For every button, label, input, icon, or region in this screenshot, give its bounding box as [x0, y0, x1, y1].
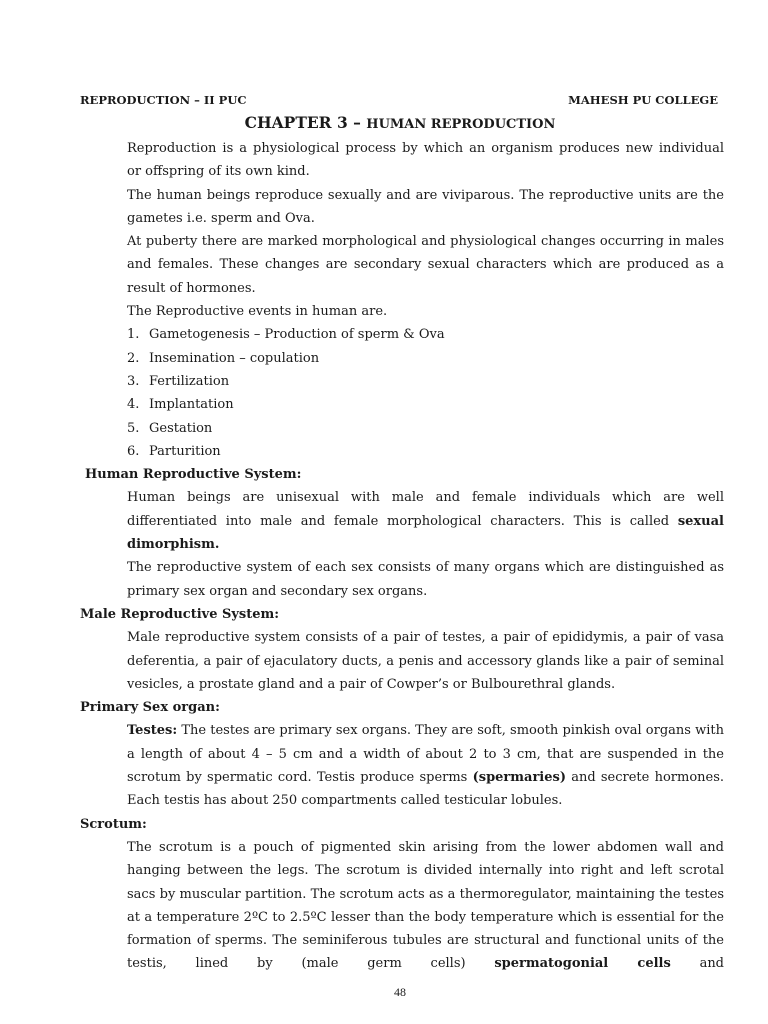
- sexual-dimorphism-term: sexual dimorphism.: [127, 513, 724, 553]
- primary-organ-heading: Primary Sex organ:: [80, 700, 220, 716]
- page-number: 48: [394, 985, 406, 999]
- list-item: 5. Gestation: [127, 420, 213, 436]
- intro-paragraph-1-line-1: Reproduction is a physiological process by which an organism produces new individual: [127, 141, 724, 156]
- scrotum-paragraph: The scrotum is a pouch of pigmented skin arising from the lower abdomen wall and hanging between the legs. The scrotum is divided internally into right and left scrotal sacs by muscular partition. The scrotum acts as a thermoregulator, maintaining the testes at a temperature 2ºC to 2.5ºC lesser than the body temperature which is essential for the formation of sperms. The seminiferous tubules are structural and functional units of the testis, lined by (male germ cells) spermatogonial cells and: [127, 839, 725, 972]
- list-item: 1. Gametogenesis – Production of sperm & Ova: [127, 327, 445, 343]
- intro-paragraph-1-line-2: or offspring of its own kind.: [127, 164, 310, 180]
- intro-paragraph-4: The Reproductive events in human are.: [127, 304, 388, 320]
- list-item: 4. Implantation: [127, 397, 234, 413]
- intro-paragraph-3: At puberty there are marked morphological and physiological changes occurring in males and females. These changes are secondary sexual characters which are produced as a result of hormones.: [127, 234, 724, 296]
- header-left: REPRODUCTION – II PUC: [80, 93, 247, 107]
- human-system-paragraph-2: The reproductive system of each sex consists of many organs which are distinguished as primary sex organ and secondary sex organs.: [127, 560, 724, 599]
- testes-paragraph: Testes: The testes are primary sex organs. They are soft, smooth pinkish oval organs with a length of about 4 – 5 cm and a width of about 2 to 3 cm, that are suspended in the scrotum by spermatic cord. Testis produce sperms (spermaries) and secrete hormones. Each testis has about 250 compartments called testicular lobules.: [127, 723, 725, 809]
- running-header: [80, 93, 718, 107]
- chapter-name: HUMAN REPRODUCTION: [366, 117, 556, 132]
- scrotum-heading: Scrotum:: [80, 816, 147, 832]
- list-item: 2. Insemination – copulation: [127, 350, 320, 366]
- list-item: 6. Parturition: [127, 443, 221, 459]
- male-system-paragraph: Male reproductive system consists of a pair of testes, a pair of epididymis, a pair of vasa deferentia, a pair of ejaculatory ducts, a penis and accessory glands like a pair of seminal vesicles, a prostate gland and a pair of Cowper’s or Bulbourethral glands.: [127, 630, 724, 692]
- human-system-heading: Human Reproductive System:: [85, 467, 302, 483]
- male-system-heading: Male Reproductive System:: [80, 606, 280, 622]
- spermaries-term: (spermaries): [472, 770, 566, 786]
- spermatogonial-cells-term: spermatogonial cells: [494, 956, 671, 972]
- header-right: MAHESH PU COLLEGE: [568, 93, 718, 107]
- reproductive-events-list: [80, 323, 724, 463]
- human-system-paragraph-1: Human beings are unisexual with male and female individuals which are well differentiated into male and female morphological characters. This is called sexual dimorphism.: [127, 490, 724, 553]
- chapter-number: CHAPTER 3 –: [244, 113, 361, 132]
- list-item: 3. Fertilization: [127, 373, 230, 389]
- testes-label: Testes:: [127, 723, 178, 739]
- chapter-title: [0, 113, 768, 132]
- intro-paragraph-2: The human beings reproduce sexually and are viviparous. The reproductive units are the gametes i.e. sperm and Ova.: [127, 187, 724, 226]
- page-body: [80, 137, 724, 976]
